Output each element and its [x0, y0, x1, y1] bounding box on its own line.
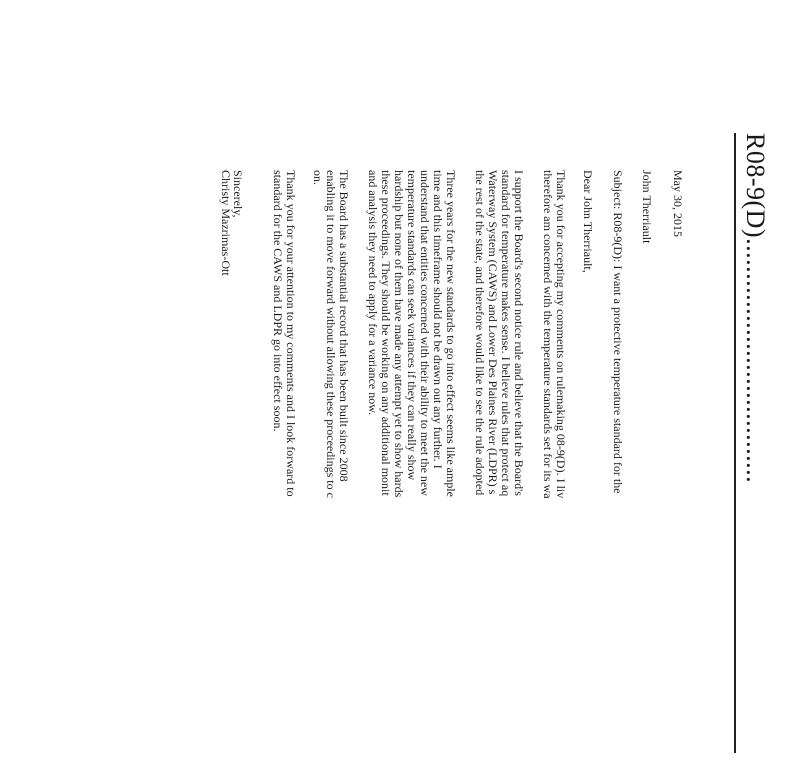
salutation: Dear John Therriault,	[581, 170, 595, 273]
letter-date: May 30, 2015	[671, 170, 685, 237]
paragraph-3: Three years for the new standards to go into effect seems like ample time and this timeframe should not be drawn out any further. I understand that entities concerned with their ability to meet the new temperature standards can seek variances if they can really show hardship but none of them have made any attempt yet to show hards these proceedings. They should be working on any additional monit and analysis they need to apply for a variance now.	[366, 170, 458, 498]
docket-header: R08-9(D)...................................	[741, 133, 770, 484]
signature-name: Christy Mazrimas-Ott	[219, 170, 233, 276]
closing: Sincerely,	[231, 170, 245, 218]
paragraph-4: The Board has a substantial record that has been built since 2008 enabling it to move forward without allowing these proceedings to c on.	[311, 170, 351, 498]
recipient-name: John Therriault	[640, 170, 654, 244]
paragraph-1: Thank you for accepting my comments on rulemaking 08-9(D). I liv therefore am concerned with the temperature standards set for its wa	[541, 170, 568, 499]
paragraph-5: Thank you for your attention to my comments and I look forward to standard for the CAWS and LDPR go into effect soon.	[271, 170, 298, 497]
header-rule	[734, 133, 736, 753]
subject-line: Subject: R08-9(D): I want a protective temperature standard for the	[611, 170, 625, 494]
document-page	[0, 115, 780, 755]
paragraph-2: I support the Board's second notice rule and believe that the Board's standard for temperature makes sense. I believe rules that protect aq Waterway System (CAWS) and Lower Des Plaines River (LDPR) s the rest of the state, and therefore would like to see the rule adopted	[473, 170, 526, 497]
